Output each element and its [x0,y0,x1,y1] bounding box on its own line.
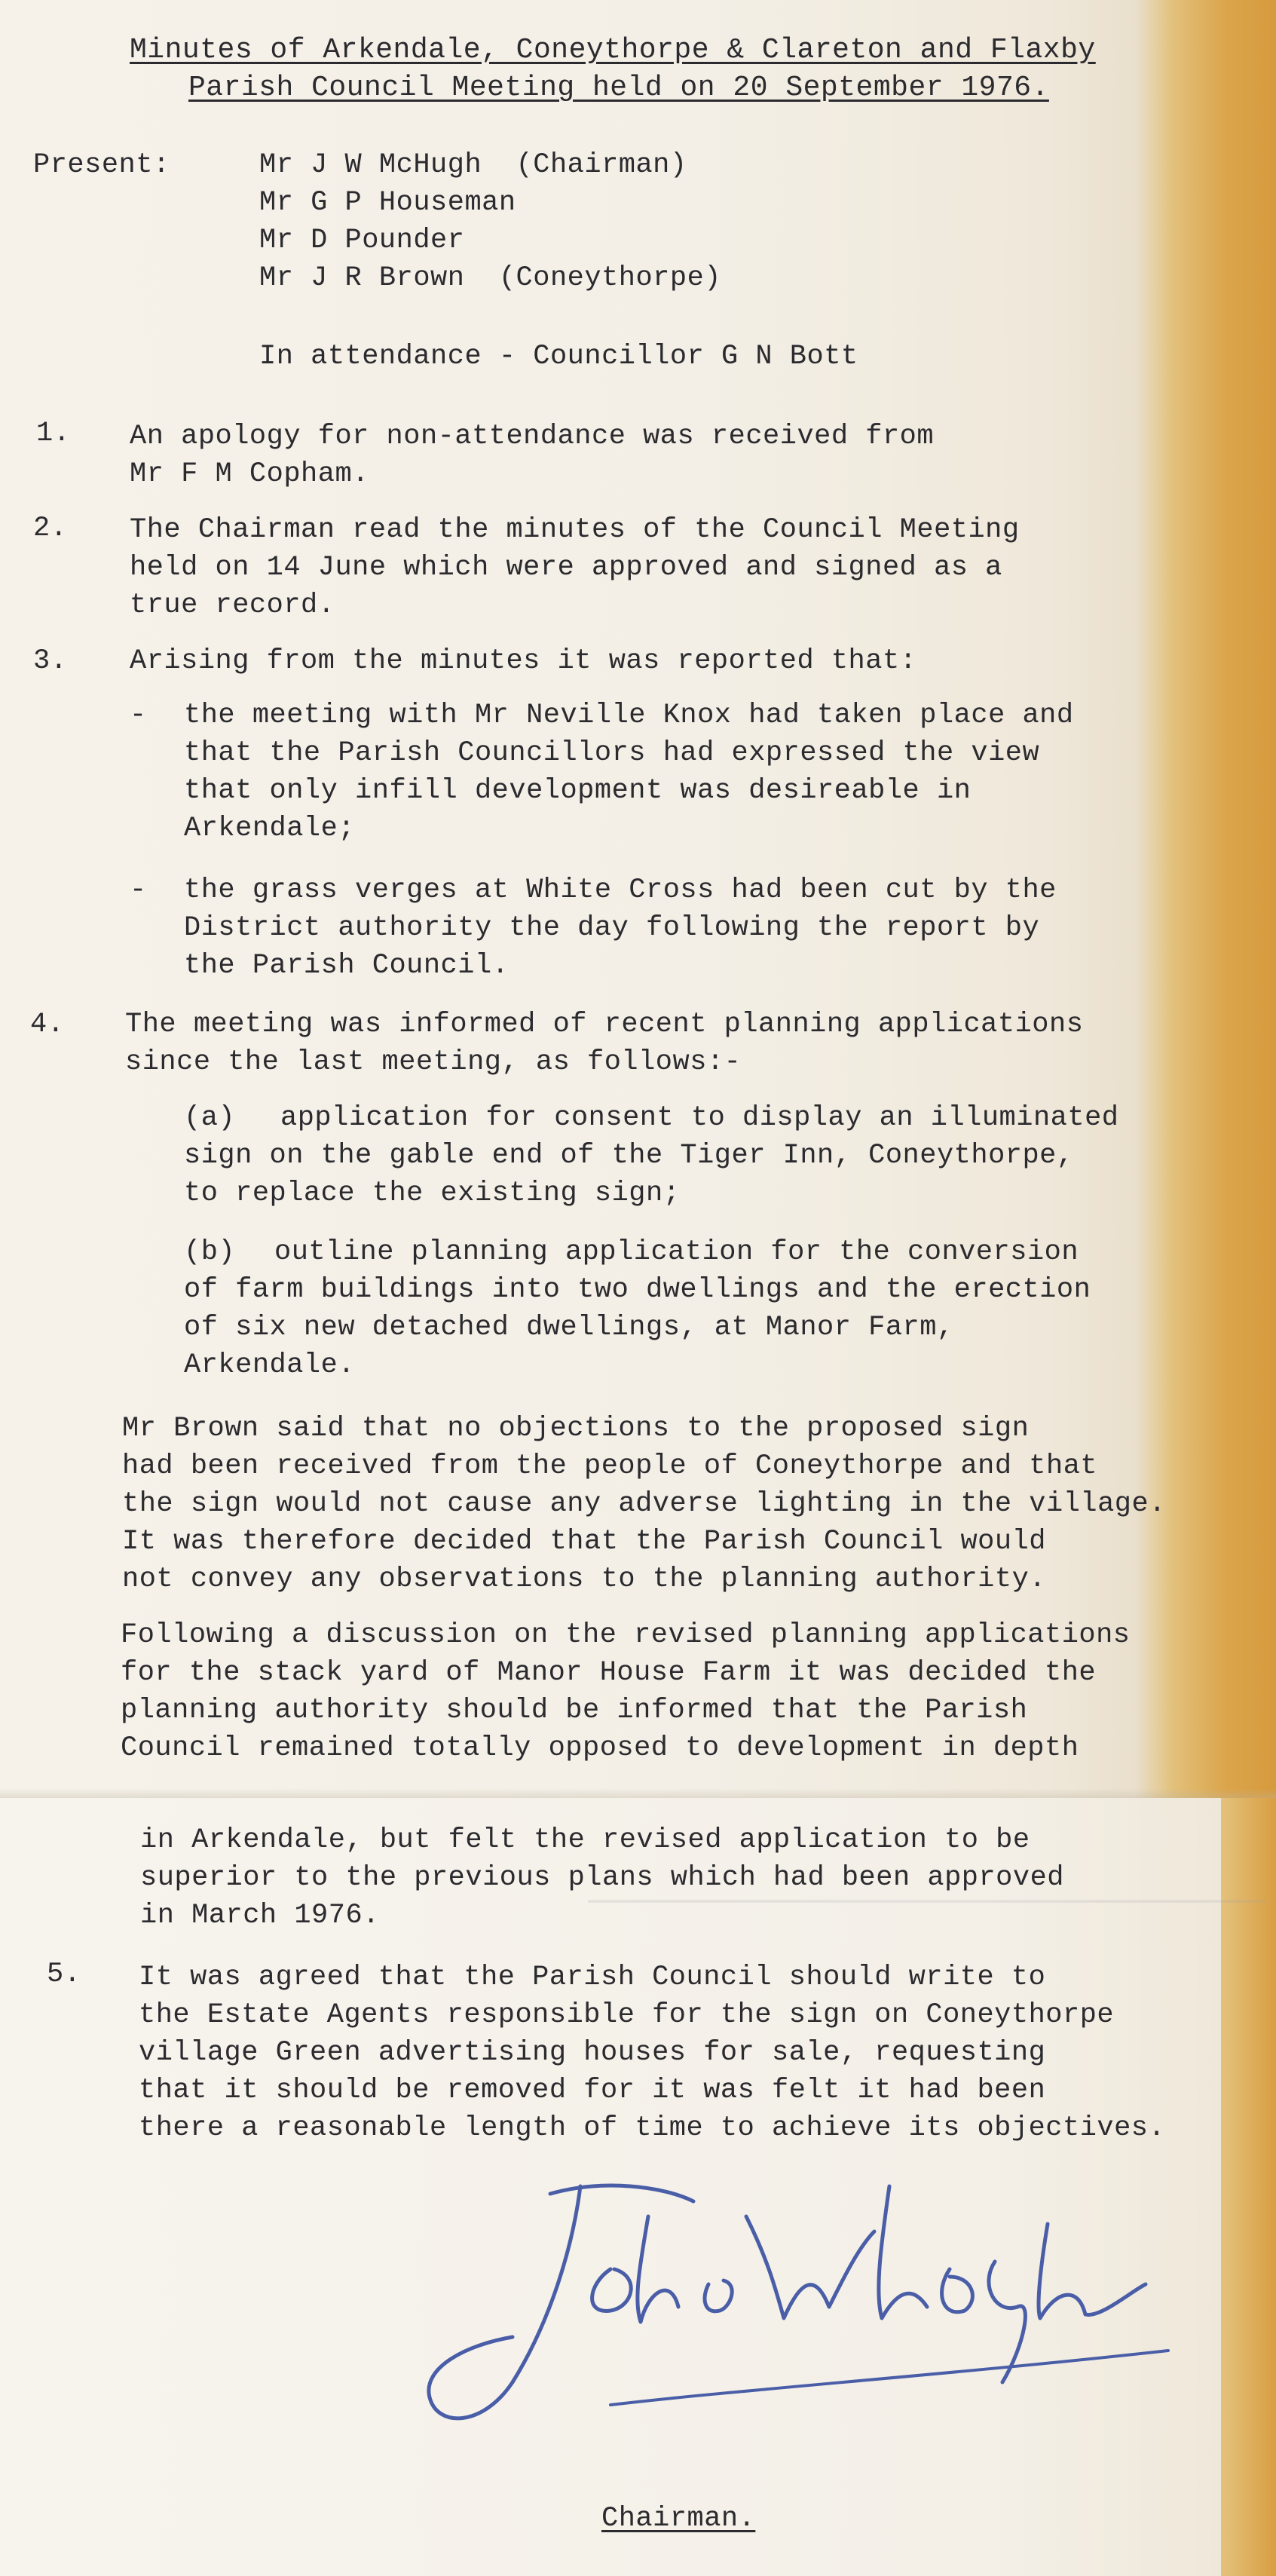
text-line: the sign would not cause any adverse lighting in the village. [122,1488,1166,1520]
item-number: 2. [33,513,68,544]
chairman-label: Chairman. [601,2503,756,2535]
text-line: in March 1976. [140,1900,380,1931]
present-member: Mr G P Houseman [259,187,516,219]
present-member: Mr D Pounder [259,225,465,256]
item-number: 4. [30,1009,65,1040]
text-line: application for consent to display an illuminated [280,1102,1119,1134]
handwritten-signature [422,2156,1191,2473]
item-2-text [130,511,1020,624]
item-3-bullet-1 [184,697,1074,847]
text-line: had been received from the people of Coneythorpe and that [122,1450,1098,1482]
item-3-bullet-2 [184,871,1057,985]
paragraph-brown [122,1410,1166,1598]
sub-item-label: (b) [184,1236,236,1268]
present-member: Mr J R Brown (Coneythorpe) [259,262,721,294]
text-line: outline planning application for the conversion [274,1236,1079,1268]
text-line: Following a discussion on the revised planning applications [121,1619,1131,1651]
tape-strip [1221,1798,1276,2576]
item-4-text [125,1006,1083,1081]
text-line: in Arkendale, but felt the revised application to be [140,1824,1030,1856]
text-line: the grass verges at White Cross had been cut by the [184,874,1057,906]
bullet-dash: - [130,874,147,906]
sub-item-label: (a) [184,1102,236,1134]
item-number: 5. [47,1959,81,1990]
text-line: Arkendale; [184,813,356,844]
item-4-sub-b [184,1233,1091,1384]
text-line: village Green advertising houses for sale, requesting [139,2037,1046,2069]
text-line: that only infill development was desireable in [184,775,972,807]
text-line: of farm buildings into two dwellings and the erection [184,1274,1091,1306]
text-line: of six new detached dwellings, at Manor Farm, [184,1312,954,1343]
text-line: the meeting with Mr Neville Knox had taken place and [184,700,1074,731]
text-line: superior to the previous plans which had been approved [140,1862,1064,1894]
text-line: Mr F M Copham. [130,458,369,490]
text-line: It was therefore decided that the Parish Council would [122,1526,1046,1558]
text-line: true record. [130,590,335,621]
text-line: District authority the day following the report by [184,912,1040,944]
text-line: the Estate Agents responsible for the sign on Coneythorpe [139,1999,1115,2031]
present-member: Mr J W McHugh (Chairman) [259,149,687,181]
text-line: Mr Brown said that no objections to the proposed sign [122,1413,1030,1444]
text-line: It was agreed that the Parish Council should write to [139,1962,1046,1993]
item-1-text [130,418,934,493]
text-line: Arising from the minutes it was reported that: [130,645,917,677]
text-line: for the stack yard of Manor House Farm it was decided the [121,1657,1097,1689]
text-line: An apology for non-attendance was received from [130,421,935,452]
paragraph-continued [140,1821,1064,1934]
text-line: Council remained totally opposed to development in depth [121,1732,1079,1764]
title-line-1: Minutes of Arkendale, Coneythorpe & Clareton and Flaxby [130,34,1096,66]
text-line: sign on the gable end of the Tiger Inn, Coneythorpe, [184,1140,1074,1172]
text-line: planning authority should be informed that the Parish [121,1695,1028,1726]
title-line-2: Parish Council Meeting held on 20 September 1976. [188,72,1049,104]
text-line: that the Parish Councillors had expressed the view [184,737,1040,769]
item-3-text [130,642,916,680]
paragraph-following [121,1616,1131,1767]
attendance-line: In attendance - Councillor G N Bott [259,341,858,372]
text-line: not convey any observations to the planning authority. [122,1564,1046,1595]
text-line: The Chairman read the minutes of the Council Meeting [130,514,1020,546]
bullet-dash: - [130,700,147,731]
text-line: since the last meeting, as follows:- [125,1046,742,1078]
item-5-text [139,1959,1165,2147]
text-line: that it should be removed for it was felt it had been [139,2075,1046,2106]
text-line: The meeting was informed of recent planning applications [125,1009,1084,1040]
item-4-sub-a [184,1099,1118,1212]
text-line: the Parish Council. [184,950,509,982]
item-number: 3. [33,645,68,677]
text-line: there a reasonable length of time to achieve its objectives. [139,2112,1166,2144]
text-line: Arkendale. [184,1349,356,1381]
item-number: 1. [36,418,71,449]
text-line: to replace the existing sign; [184,1178,681,1209]
text-line: held on 14 June which were approved and signed as a [130,552,1002,584]
present-label: Present: [33,149,170,181]
